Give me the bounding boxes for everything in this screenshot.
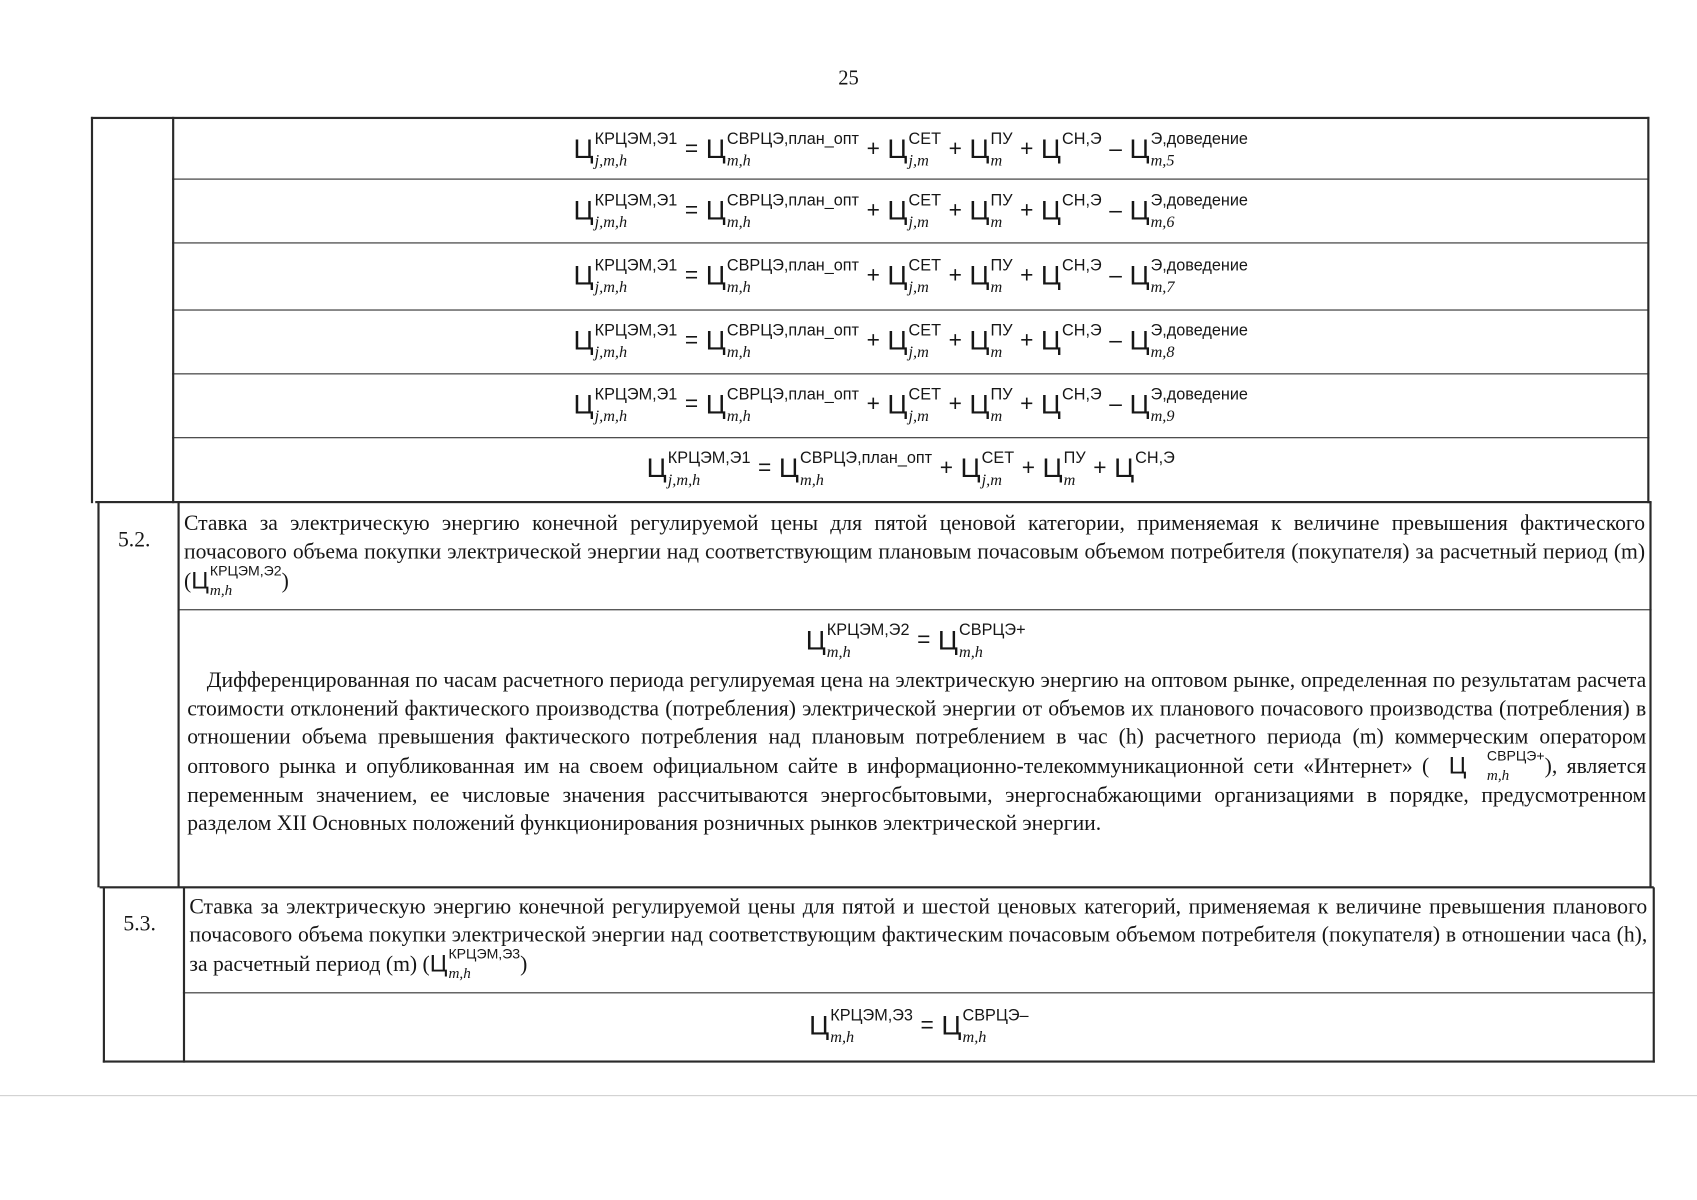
price-symbol: Ц КРЦЭМ,Э1 j,m,h (573, 321, 678, 362)
price-symbol: Ц СЕТ j,m (887, 191, 941, 232)
superscript: КРЦЭМ,Э3 (448, 945, 521, 962)
price-symbol: Ц СН,Э (1040, 385, 1102, 420)
section-number: 5.3. (123, 912, 156, 937)
subscript: m (990, 344, 1003, 362)
superscript: СВРЦЭ+ (959, 621, 1026, 640)
equals-sign: = (758, 455, 772, 481)
minus-sign: – (1109, 391, 1122, 417)
plus-sign: + (1021, 455, 1035, 481)
superscript: Э,доведение (1150, 256, 1248, 275)
superscript: КРЦЭМ,Э2 (209, 562, 282, 579)
subscript: m,h (962, 1029, 987, 1047)
superscript: Э,доведение (1150, 191, 1248, 210)
plus-sign: + (948, 327, 962, 353)
price-symbol: Ц СН,Э (1040, 191, 1102, 226)
plus-sign: + (1020, 136, 1034, 162)
row-divider (172, 373, 1649, 374)
price-symbol: Ц ПУ m (969, 321, 1013, 362)
formula (646, 449, 1175, 490)
superscript: КРЦЭМ,Э1 (594, 129, 678, 149)
superscript: КРЦЭМ,Э1 (594, 191, 678, 210)
row-divider (172, 242, 1648, 243)
subscript: m,7 (1150, 279, 1175, 297)
price-symbol: Ц СВРЦЭ+ m,h (937, 621, 1026, 662)
price-symbol: Ц СЕТ j,m (887, 129, 941, 170)
price-symbol: Ц КРЦЭМ,Э2 m,h (191, 562, 282, 600)
subscript: m (1063, 471, 1076, 490)
equals-sign: = (684, 327, 699, 353)
superscript: СЕТ (908, 256, 941, 275)
formula-row (173, 249, 1648, 303)
table-border-top (91, 117, 1650, 119)
price-symbol: Ц Э,доведение m,5 (1129, 129, 1248, 170)
price-symbol: Ц ПУ m (969, 191, 1013, 232)
formula-row (173, 122, 1648, 176)
formula-row (173, 441, 1648, 495)
superscript: КРЦЭМ,Э2 (826, 621, 910, 640)
minus-sign: – (1109, 198, 1122, 223)
plus-sign: + (948, 136, 962, 162)
subscript: j,m (908, 279, 929, 297)
superscript: СЕТ (908, 191, 941, 210)
plus-sign: + (1020, 262, 1034, 288)
minus-sign: – (1109, 327, 1122, 353)
price-symbol: Ц ПУ m (969, 129, 1013, 170)
subscript: m,h (726, 279, 751, 297)
price-symbol: Ц КРЦЭМ,Э1 j,m,h (573, 191, 678, 232)
subscript: m (990, 279, 1003, 297)
superscript: СЕТ (908, 321, 941, 340)
subscript: m,h (959, 643, 983, 662)
subscript: m,6 (1150, 214, 1175, 232)
plus-sign: + (866, 136, 880, 162)
price-symbol: Ц Э,доведение m,9 (1129, 385, 1248, 426)
table-border-right (1653, 887, 1655, 1062)
subscript: j,m (981, 471, 1002, 490)
superscript: СН,Э (1062, 129, 1102, 149)
price-symbol: Ц КРЦЭМ,Э1 j,m,h (573, 385, 678, 426)
table-border-left (103, 887, 105, 1062)
subscript: j,m (908, 344, 929, 362)
plus-sign: + (1020, 327, 1034, 353)
price-symbol: Ц СВРЦЭ,план_опт m,h (705, 129, 859, 170)
equals-sign: = (684, 391, 699, 417)
formula-row (180, 617, 1652, 665)
price-symbol: Ц ПУ m (969, 385, 1013, 426)
price-symbol: Ц СВРЦЭ,план_опт m,h (778, 449, 933, 490)
table-border-left (97, 502, 99, 887)
superscript: КРЦЭМ,Э1 (594, 385, 678, 404)
subscript: m,h (448, 966, 471, 983)
subscript: j,m,h (667, 471, 701, 490)
price-symbol: Ц КРЦЭМ,Э1 j,m,h (573, 256, 678, 297)
minus-sign: – (1109, 262, 1122, 288)
subscript: j,m (908, 214, 929, 232)
subscript: m (990, 152, 1003, 170)
superscript: ПУ (990, 321, 1013, 340)
price-symbol: Ц ПУ m (969, 256, 1013, 297)
superscript: СВРЦЭ,план_опт (726, 191, 859, 210)
formula (573, 256, 1248, 297)
page-number: 25 (838, 67, 859, 90)
price-symbol: Ц СВРЦЭ,план_опт m,h (705, 385, 859, 426)
superscript: Э,доведение (1150, 129, 1248, 149)
formula-row (173, 378, 1648, 432)
subscript: m,9 (1150, 407, 1175, 426)
superscript: СЕТ (908, 385, 941, 404)
equals-sign: = (684, 262, 699, 288)
price-symbol: Ц СЕТ j,m (960, 449, 1015, 490)
price-symbol: Ц СН,Э (1040, 321, 1102, 356)
formula (809, 1006, 1029, 1047)
superscript: КРЦЭМ,Э3 (830, 1006, 913, 1025)
row-divider (183, 992, 1655, 993)
price-symbol: Ц СВРЦЭ,план_опт m,h (705, 191, 859, 232)
price-symbol: Ц СВРЦЭ+ m,h (1448, 747, 1545, 785)
superscript: СЕТ (981, 449, 1015, 468)
row-divider (100, 886, 1654, 888)
price-symbol: Ц КРЦЭМ,Э3 m,h (429, 945, 521, 983)
row-divider (172, 309, 1648, 310)
plus-sign: + (948, 198, 962, 223)
formula-row (173, 184, 1648, 238)
paragraph-text: Дифференцированная по часам расчетного периода регулируемая цена на электрическую энергию на оптовом рынке, определенная по результатам расчета стоимости отклонений фактического производства (потребления) электрической энергии от объемов их планового почасового производства (потребления) в отношении объема превышения фактического потребления над плановым потреблением в час (h) расчетного периода (m) коммерческим оператором оптового рынка и опубликованная им на своем официальном сайте в информационно-телекоммуникационной сети «Интернет» ( Ц СВРЦЭ+ m,h ), является переменным значением, ее числовые значения рассчитываются энергосбытовыми, энергоснабжающими организациями в порядке, предусмотренном разделом XII Основных положений функционирования розничных рынков электрической энергии. (187, 668, 1647, 835)
equals-sign: = (917, 627, 931, 653)
subscript: m,h (209, 583, 233, 600)
subscript: m,h (726, 407, 751, 426)
table-border-right (1649, 502, 1651, 887)
subscript: j,m,h (594, 407, 628, 426)
subscript: m,8 (1150, 344, 1175, 362)
plus-sign: + (866, 391, 880, 417)
superscript: ПУ (990, 385, 1013, 404)
formula (805, 621, 1026, 662)
column-divider (177, 502, 179, 887)
superscript: СН,Э (1135, 449, 1175, 468)
superscript: КРЦЭМ,Э1 (667, 449, 751, 468)
superscript: СН,Э (1062, 256, 1102, 275)
formula (573, 321, 1248, 362)
plus-sign: + (1093, 455, 1107, 481)
price-symbol: Ц Э,доведение m,8 (1129, 321, 1248, 362)
superscript: ПУ (1063, 449, 1086, 468)
plus-sign: + (948, 262, 962, 288)
price-symbol: Ц ПУ m (1042, 449, 1086, 490)
superscript: ПУ (990, 191, 1013, 210)
plus-sign: + (1020, 391, 1034, 417)
superscript: СВРЦЭ,план_опт (726, 256, 859, 275)
price-symbol: Ц КРЦЭМ,Э3 m,h (809, 1006, 913, 1047)
subscript: m,h (726, 214, 751, 232)
superscript: СВРЦЭ,план_опт (726, 129, 859, 149)
formula (573, 385, 1248, 426)
subscript: j,m,h (594, 152, 628, 170)
plus-sign: + (1020, 198, 1034, 223)
superscript: Э,доведение (1150, 321, 1248, 340)
subscript: j,m (908, 407, 929, 426)
price-symbol: Ц Э,доведение m,6 (1129, 191, 1248, 232)
row-divider (172, 179, 1648, 180)
price-symbol: Ц СН,Э (1040, 129, 1102, 164)
subscript: m,h (800, 471, 824, 490)
row-divider (177, 609, 1651, 610)
formula-row (185, 999, 1653, 1053)
subscript: m,h (726, 344, 751, 362)
row-divider (95, 501, 1651, 503)
subscript: m,h (830, 1029, 855, 1047)
superscript: КРЦЭМ,Э1 (594, 256, 678, 275)
subscript: m (990, 407, 1003, 426)
superscript: СВРЦЭ+ (1486, 747, 1545, 764)
equals-sign: = (684, 198, 699, 223)
superscript: СН,Э (1062, 321, 1102, 340)
subscript: j,m (908, 152, 929, 170)
superscript: СН,Э (1062, 191, 1102, 210)
subscript: m,h (1486, 768, 1510, 785)
subscript: j,m,h (594, 279, 628, 297)
subscript: m,5 (1150, 152, 1175, 170)
superscript: КРЦЭМ,Э1 (594, 321, 678, 340)
price-symbol: Ц СН,Э (1040, 256, 1102, 291)
price-symbol: Ц КРЦЭМ,Э1 j,m,h (573, 129, 678, 170)
section-number: 5.2. (117, 528, 151, 552)
price-symbol: Ц СЕТ j,m (887, 256, 941, 297)
plus-sign: + (866, 262, 880, 288)
plus-sign: + (939, 455, 953, 481)
superscript: Э,доведение (1150, 385, 1248, 404)
subscript: j,m,h (594, 214, 628, 232)
formula (573, 191, 1248, 232)
subscript: m (990, 214, 1003, 232)
formula-row (173, 314, 1648, 368)
price-symbol: Ц КРЦЭМ,Э2 m,h (805, 621, 910, 662)
equals-sign: = (920, 1012, 934, 1038)
superscript: СВРЦЭ,план_опт (726, 321, 859, 340)
superscript: ПУ (990, 256, 1013, 275)
price-symbol: Ц СН,Э (1114, 449, 1175, 484)
plus-sign: + (866, 327, 880, 353)
subscript: m,h (726, 152, 751, 170)
section-description: Ставка за электрическую энергию конечной регулируемой цены для пятой ценовой категории, применяемая к величине превышения фактического почасового объема покупки электрической энергии над соответствующим плановым почасовым объемом потребителя (покупателя) за расчетный период (m) ( Ц КРЦЭМ,Э2 m,h ) (183, 511, 1646, 600)
superscript: СВРЦЭ,план_опт (800, 449, 933, 468)
table-border-left (91, 117, 93, 503)
plus-sign: + (866, 198, 880, 223)
plus-sign: + (948, 391, 962, 417)
page-divider (0, 1095, 1697, 1096)
equals-sign: = (684, 136, 699, 162)
superscript: ПУ (990, 129, 1013, 149)
superscript: СВРЦЭ,план_опт (726, 385, 859, 404)
subscript: j,m,h (594, 344, 628, 362)
superscript: СН,Э (1062, 385, 1102, 404)
superscript: СВРЦЭ– (962, 1006, 1029, 1025)
price-symbol: Ц СЕТ j,m (887, 385, 941, 426)
price-symbol: Ц СВРЦЭ– m,h (941, 1006, 1029, 1047)
formula (573, 129, 1248, 170)
price-symbol: Ц КРЦЭМ,Э1 j,m,h (646, 449, 751, 490)
minus-sign: – (1109, 136, 1122, 162)
price-symbol: Ц СЕТ j,m (887, 321, 941, 362)
superscript: СЕТ (908, 129, 941, 149)
table-border-bottom (103, 1060, 1655, 1062)
price-symbol: Ц СВРЦЭ,план_опт m,h (705, 321, 859, 362)
section-description: Ставка за электрическую энергию конечной регулируемой цены для пятой и шестой ценовых категорий, применяемая к величине превышения планового почасового объема покупки электрической энергии над соответствующим фактическим почасовым объемом потребителя (покупателя) в отношении часа (h), за расчетный период (m) ( Ц КРЦЭМ,Э3 m,h ) (189, 894, 1648, 983)
price-symbol: Ц СВРЦЭ,план_опт m,h (705, 256, 859, 297)
row-divider (172, 437, 1649, 438)
subscript: m,h (826, 643, 851, 662)
price-symbol: Ц Э,доведение m,7 (1129, 256, 1248, 297)
